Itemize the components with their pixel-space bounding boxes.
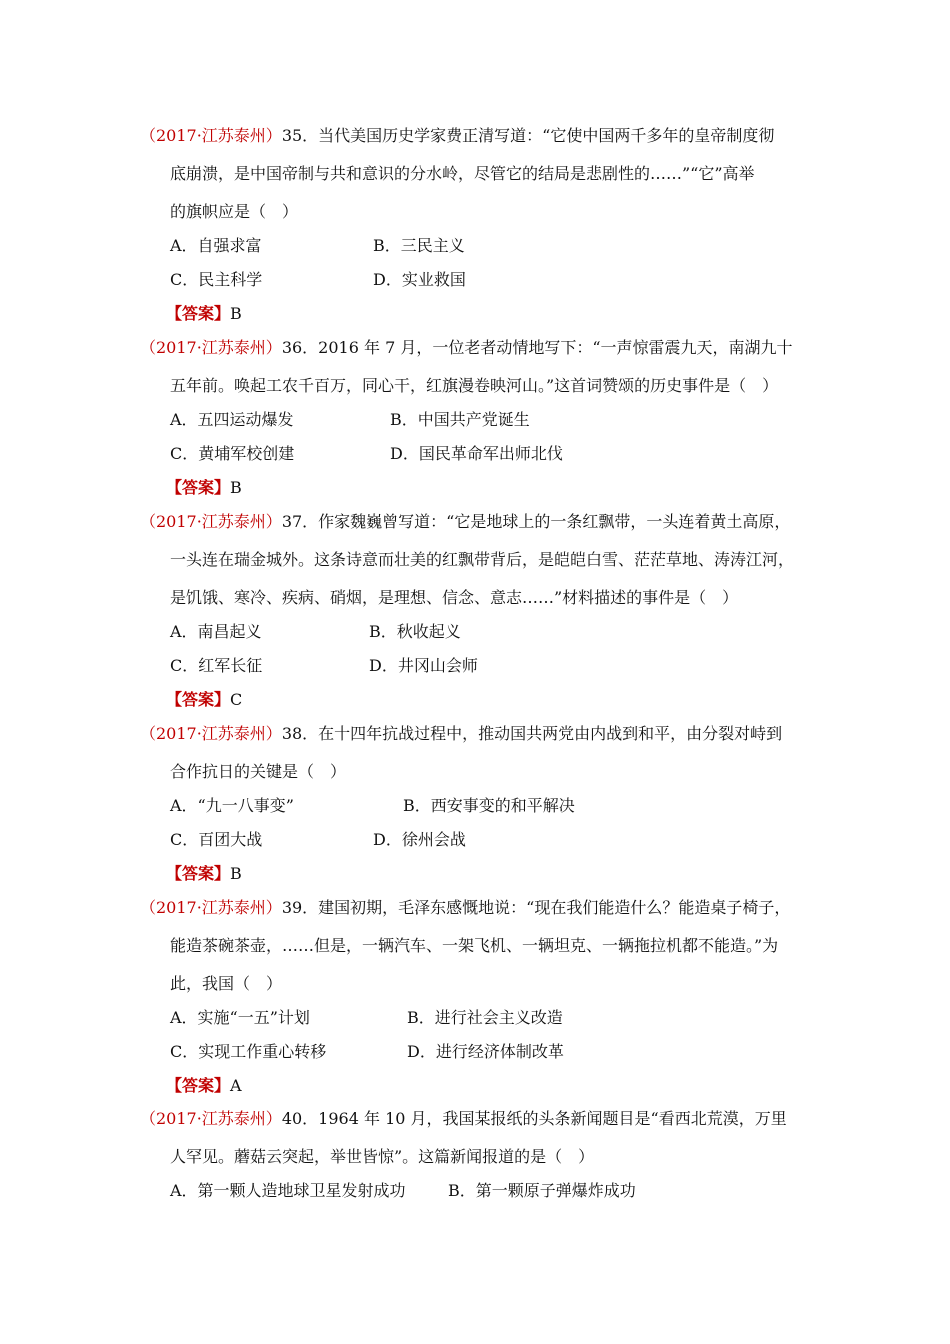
option-a: A．实施“一五”计划 — [170, 1008, 310, 1027]
option-a: A．“九一八事变” — [170, 796, 294, 815]
question-stem-line — [140, 125, 774, 147]
answer-label: 【答案】 — [166, 864, 231, 883]
question-stem-line — [140, 511, 790, 533]
question-text: 五年前。唤起工农千百万，同心干，红旗漫卷映河山。”这首词赞颂的历史事件是（ ） — [170, 376, 779, 395]
question-text: 一头连在瑞金城外。这条诗意而壮美的红飘带背后，是皑皑白雪、茫茫草地、涛涛江河， — [170, 550, 795, 569]
answer-label: 【答案】 — [166, 304, 231, 323]
option-d: D．进行经济体制改革 — [407, 1042, 564, 1061]
question-text: 合作抗日的关键是（ ） — [170, 762, 347, 781]
question-text: 的旗帜应是（ ） — [170, 202, 299, 221]
option-a: A．第一颗人造地球卫星发射成功 — [170, 1181, 406, 1200]
answer-line — [166, 863, 242, 885]
answer-value: A — [230, 1076, 242, 1095]
question-source: （2017·江苏泰州） — [140, 1109, 282, 1128]
answer-line — [166, 303, 242, 325]
answer-label: 【答案】 — [166, 1076, 231, 1095]
question-text: 39．建国初期，毛泽东感慨地说：“现在我们能造什么？能造桌子椅子， — [281, 898, 791, 917]
answer-label: 【答案】 — [166, 478, 231, 497]
option-b: B．第一颗原子弹爆炸成功 — [448, 1181, 636, 1200]
option-d: D．实业救国 — [373, 270, 466, 289]
question-text: 底崩溃，是中国帝制与共和意识的分水岭，尽管它的结局是悲剧性的……”“它”高举 — [170, 164, 755, 183]
option-c: C．实现工作重心转移 — [170, 1042, 327, 1061]
option-a: A．自强求富 — [170, 236, 262, 255]
option-d: D．井冈山会师 — [369, 656, 478, 675]
question-text: 36．2016 年 7 月，一位老者动情地写下：“一声惊雷震九天，南湖九十 — [281, 338, 793, 357]
question-source: （2017·江苏泰州） — [140, 724, 282, 743]
option-b: B．西安事变的和平解决 — [403, 796, 575, 815]
option-c: C．百团大战 — [170, 830, 263, 849]
answer-value: B — [230, 304, 242, 323]
question-stem-line — [140, 897, 790, 919]
option-b: B．秋收起义 — [369, 622, 461, 641]
question-text: 40．1964 年 10 月，我国某报纸的头条新闻题目是“看西北荒漠，万里 — [281, 1109, 787, 1128]
answer-value: B — [230, 478, 242, 497]
question-text: 人罕见。蘑菇云突起，举世皆惊”。这篇新闻报道的是（ ） — [170, 1147, 595, 1166]
option-c: C．红军长征 — [170, 656, 263, 675]
answer-value: B — [230, 864, 242, 883]
question-source: （2017·江苏泰州） — [140, 512, 282, 531]
question-source: （2017·江苏泰州） — [140, 126, 282, 145]
question-source: （2017·江苏泰州） — [140, 898, 282, 917]
question-text: 37．作家魏巍曾写道：“它是地球上的一条红飘带，一头连着黄土高原， — [281, 512, 791, 531]
question-text: 35．当代美国历史学家费正清写道：“它使中国两千多年的皇帝制度彻 — [281, 126, 775, 145]
option-b: B．进行社会主义改造 — [407, 1008, 563, 1027]
answer-line — [166, 689, 242, 711]
question-stem-line — [140, 337, 793, 359]
question-text: 能造茶碗茶壶，……但是，一辆汽车、一架飞机、一辆坦克、一辆拖拉机都不能造。”为 — [170, 936, 779, 955]
question-source: （2017·江苏泰州） — [140, 338, 282, 357]
option-a: A．南昌起义 — [170, 622, 262, 641]
answer-line — [166, 1075, 242, 1097]
option-c: C．民主科学 — [170, 270, 263, 289]
question-text: 此，我国（ ） — [170, 974, 283, 993]
option-a: A．五四运动爆发 — [170, 410, 294, 429]
question-text: 是饥饿、寒冷、疾病、硝烟，是理想、信念、意志……”材料描述的事件是（ ） — [170, 588, 739, 607]
option-b: B．中国共产党诞生 — [390, 410, 530, 429]
question-stem-line — [140, 1108, 787, 1130]
question-text: 38．在十四年抗战过程中，推动国共两党由内战到和平，由分裂对峙到 — [281, 724, 783, 743]
option-b: B．三民主义 — [373, 236, 465, 255]
option-c: C．黄埔军校创建 — [170, 444, 295, 463]
option-d: D．徐州会战 — [373, 830, 466, 849]
option-d: D．国民革命军出师北伐 — [390, 444, 563, 463]
answer-label: 【答案】 — [166, 690, 231, 709]
answer-line — [166, 477, 242, 499]
question-stem-line — [140, 723, 782, 745]
answer-value: C — [230, 690, 243, 709]
